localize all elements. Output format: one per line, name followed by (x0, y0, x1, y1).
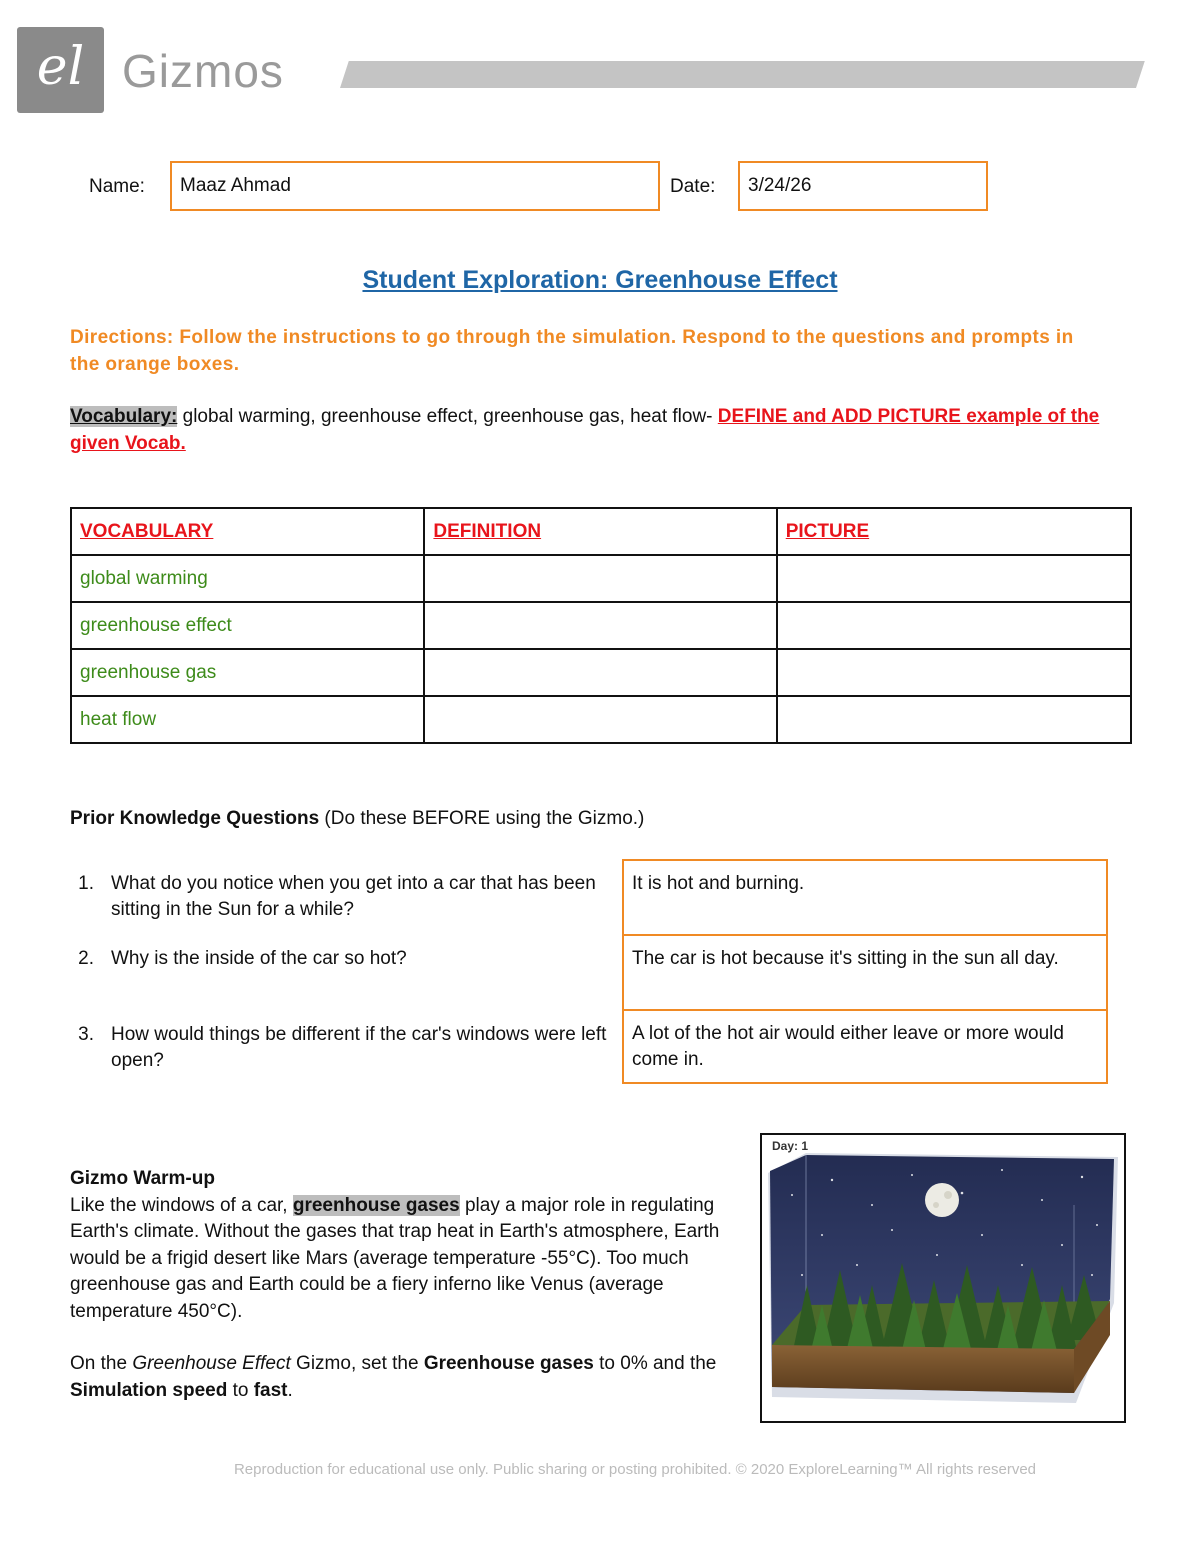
question-2: 2. Why is the inside of the car so hot? (78, 948, 407, 969)
warmup-paragraph-1: Like the windows of a car, greenhouse gases play a major role in regulating Earth's climate. Without the gases that trap heat in Earth's atmosphere, Earth would be a frigid desert like Mars (average temperature -55°C). Too much greenhouse gas and Earth could be a fiery inferno like Venus (average temperature 450°C). (70, 1194, 720, 1322)
header-definition: DEFINITION (424, 508, 776, 555)
table-row (71, 696, 1131, 743)
vocabulary-label: Vocabulary: (70, 406, 178, 427)
footer-copyright: Reproduction for educational use only. Public sharing or posting prohibited. © 2020 ExploreLearning™ All rights reserved (233, 1461, 1037, 1478)
picture-cell[interactable] (777, 555, 1131, 602)
vocabulary-terms: global warming, greenhouse effect, greenhouse gas, heat flow- (177, 406, 718, 427)
picture-cell[interactable] (777, 602, 1131, 649)
vocab-table (70, 507, 1132, 744)
question-1: 1. What do you notice when you get into a car that has been sitting in the Sun for a while? (78, 873, 596, 920)
definition-cell[interactable] (424, 602, 776, 649)
name-label: Name: (89, 176, 145, 197)
directions: Directions: Follow the instructions to go through the simulation. Respond to the questions and prompts in the orange boxes. (70, 327, 1074, 375)
vocab-term: global warming (71, 555, 424, 602)
question-3: 3. How would things be different if the car's windows were left open? (78, 1024, 607, 1071)
warmup-paragraph-2: On the Greenhouse Effect Gizmo, set the Greenhouse gases to 0% and the Simulation speed to fast. (70, 1353, 717, 1401)
vocab-term: heat flow (71, 696, 424, 743)
picture-cell[interactable] (777, 696, 1131, 743)
table-row (71, 602, 1131, 649)
vocab-term: greenhouse effect (71, 602, 424, 649)
table-row (71, 649, 1131, 696)
definition-cell[interactable] (424, 555, 776, 602)
header-picture: PICTURE (777, 508, 1131, 555)
gizmos-brand: Gizmos (122, 45, 284, 97)
vocab-term: greenhouse gas (71, 649, 424, 696)
greenhouse-simulation-illustration (762, 1135, 1124, 1421)
warmup-section (70, 1166, 730, 1404)
date-field[interactable]: 3/24/26 (738, 161, 988, 211)
answer-box-1[interactable]: It is hot and burning. (622, 859, 1108, 936)
definition-cell[interactable] (424, 696, 776, 743)
answer-box-2[interactable]: The car is hot because it's sitting in the sun all day. (622, 934, 1108, 1011)
answer-box-3[interactable]: A lot of the hot air would either leave or more would come in. (622, 1009, 1108, 1084)
table-header-row (71, 508, 1131, 555)
header-vocabulary: VOCABULARY (71, 508, 424, 555)
prior-knowledge-heading: Prior Knowledge Questions (Do these BEFORE using the Gizmo.) (70, 808, 645, 829)
date-label: Date: (670, 176, 716, 197)
page-title: Student Exploration: Greenhouse Effect (362, 266, 838, 294)
warmup-title: Gizmo Warm-up (70, 1168, 215, 1189)
simulation-image (760, 1133, 1126, 1423)
picture-cell[interactable] (777, 649, 1131, 696)
definition-cell[interactable] (424, 649, 776, 696)
explorelearning-logo: el (17, 27, 104, 113)
name-field[interactable]: Maaz Ahmad (170, 161, 660, 211)
vocabulary-instruction: DEFINE and ADD PICTURE example of the given Vocab. (70, 406, 1100, 454)
header-banner (340, 61, 1145, 88)
day-label: Day: 1 (772, 1139, 809, 1153)
vocabulary-paragraph (70, 403, 1100, 457)
table-row (71, 555, 1131, 602)
